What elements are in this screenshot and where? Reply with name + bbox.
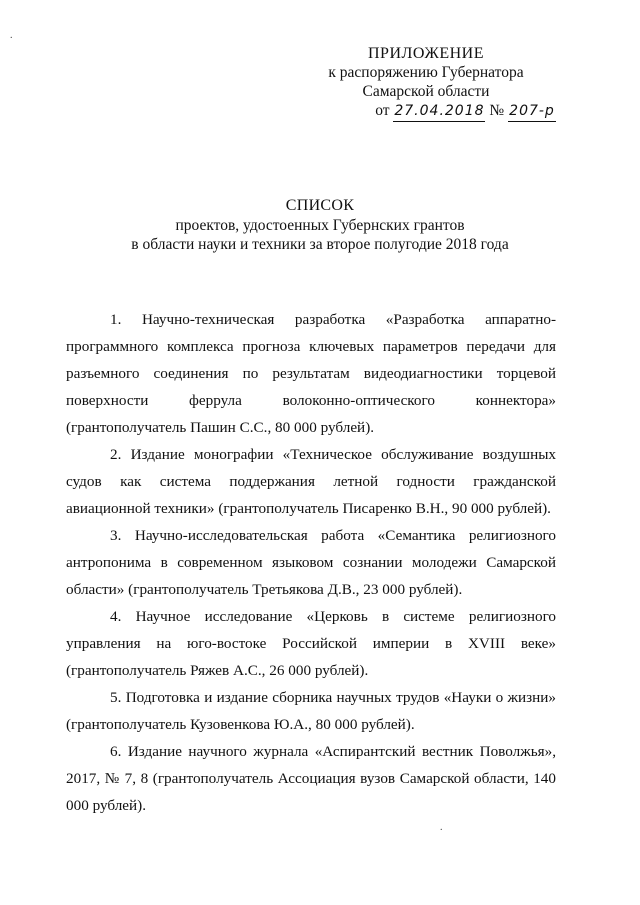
title-heading: СПИСОК xyxy=(285,197,355,214)
handwritten-number: 207-р xyxy=(508,102,556,122)
item-number: 5. xyxy=(110,689,122,706)
number-prefix: № xyxy=(489,102,505,119)
title-line-2: в области науки и техники за второе полугодие 2018 года xyxy=(131,236,509,253)
appendix-line-1: к распоряжению Губернатора xyxy=(328,64,524,81)
appendix-line-2: Самарской области xyxy=(362,83,490,100)
list-item xyxy=(66,306,556,441)
date-prefix: от xyxy=(375,102,390,119)
item-text: Издание монографии «Техническое обслуживание воздушных судов как система поддержания летной годности гражданской авиационной техники» (грантополучатель Писаренко В.Н., 90 000 рублей). xyxy=(66,446,556,517)
list-item xyxy=(66,684,556,738)
list-item xyxy=(66,603,556,684)
item-text: Научно-исследовательская работа «Семантика религиозного антропонима в современном языковом сознании молодежи Самарской области» (грантополучатель Третьякова Д.В., 23 000 рублей). xyxy=(66,527,556,598)
document-title xyxy=(0,196,640,255)
list-item xyxy=(66,441,556,522)
item-text: Издание научного журнала «Аспирантский вестник Поволжья», 2017, № 7, 8 (грантополучатель Ассоциация вузов Самарской области, 140 000 рублей). xyxy=(66,743,557,814)
item-number: 1. xyxy=(110,311,122,328)
appendix-block xyxy=(296,44,556,122)
handwritten-date: 27.04.2018 xyxy=(393,102,485,122)
appendix-date-row xyxy=(296,101,556,122)
item-number: 6. xyxy=(110,743,122,760)
corner-mark: . xyxy=(10,30,13,41)
item-number: 3. xyxy=(110,527,122,544)
stray-mark: . xyxy=(440,822,443,833)
item-text: Научно-техническая разработка «Разработка аппаратно-программного комплекса прогноза ключевых параметров передачи для разъемного соединения по результатам видеодиагностики торцевой поверхности феррула волоконно-оптического коннектора» (грантополучатель Пашин С.С., 80 000 рублей). xyxy=(66,311,557,436)
item-text: Подготовка и издание сборника научных трудов «Науки о жизни» (грантополучатель Кузовенкова Ю.А., 80 000 рублей). xyxy=(66,689,557,733)
item-number: 4. xyxy=(110,608,122,625)
grant-list xyxy=(66,306,556,819)
list-item xyxy=(66,522,556,603)
appendix-heading: ПРИЛОЖЕНИЕ xyxy=(367,45,484,62)
title-line-1: проектов, удостоенных Губернских грантов xyxy=(175,216,465,234)
item-text: Научное исследование «Церковь в системе религиозного управления на юго-востоке Российской империи в XVIII веке» (грантополучатель Ряжев А.С., 26 000 рублей). xyxy=(66,608,557,679)
list-item xyxy=(66,738,556,819)
item-number: 2. xyxy=(110,446,122,463)
